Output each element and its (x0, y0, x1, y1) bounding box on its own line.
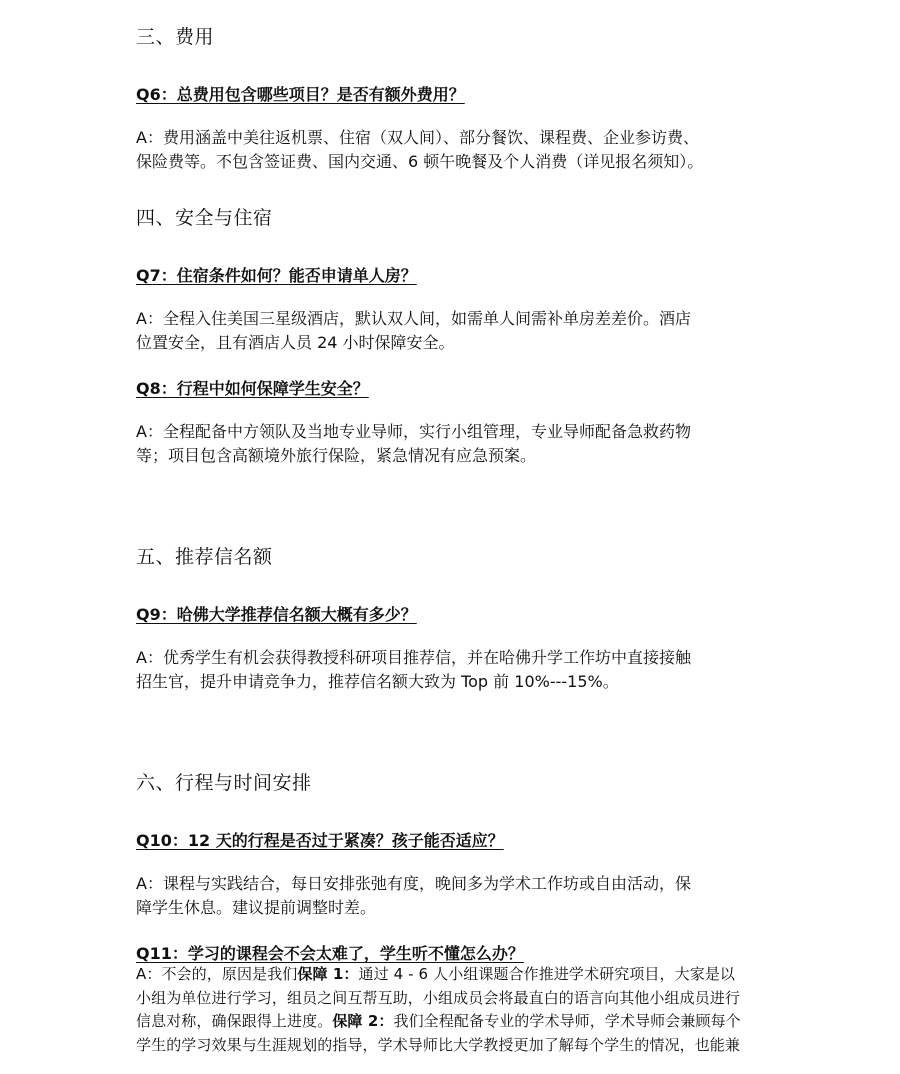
answer-q7 (136, 307, 772, 355)
answer-q11-line-3-rest: 我们全程配备专业的学术导师，学术导师会兼顾每个 (393, 1012, 741, 1030)
section-heading-safety: 四、安全与住宿 (136, 207, 273, 229)
answer-q11-line-4: 学生的学习效果与生涯规划的指导，学术导师比大学教授更加了解每个学生的情况，也能兼 (136, 1035, 741, 1054)
answer-q11-line-3 (136, 1010, 772, 1034)
answer-q10-line-2: 障学生休息。建议提前调整时差。 (136, 898, 377, 917)
answer-q10 (136, 872, 772, 920)
guarantee-1-label: 保障 1： (297, 965, 359, 983)
section-heading-schedule: 六、行程与时间安排 (136, 772, 312, 794)
section-heading-recommendation: 五、推荐信名额 (136, 546, 273, 568)
answer-q11-line-1 (136, 963, 772, 987)
answer-q8-line-2: 等；项目包含高额境外旅行保险，紧急情况有应急预案。 (136, 446, 537, 465)
answer-q11-line-2: 小组为单位进行学习，组员之间互帮互助，小组成员会将最直白的语言向其他小组成员进行 (136, 988, 741, 1007)
question-q7: Q7：住宿条件如何？能否申请单人房？ (136, 266, 417, 285)
guarantee-2-label: 保障 2： (332, 1012, 394, 1030)
answer-q9-line-2: 招生官，提升申请竞争力，推荐信名额大致为 Top 前 10%---15%。 (136, 672, 619, 691)
question-q6: Q6：总费用包含哪些项目？是否有额外费用？ (136, 85, 465, 104)
answer-q8-line-1: A：全程配备中方领队及当地专业导师，实行小组管理，专业导师配备急救药物 (136, 422, 691, 441)
answer-q11-line-1-intro: A：不会的，原因是我们 (136, 965, 298, 983)
question-q11: Q11：学习的课程会不会太难了，学生听不懂怎么办？ (136, 944, 524, 963)
answer-q6 (136, 126, 772, 174)
answer-q9 (136, 646, 772, 694)
answer-q7-line-1: A：全程入住美国三星级酒店，默认双人间，如需单人间需补单房差差价。酒店 (136, 309, 691, 328)
section-heading-fees: 三、费用 (136, 26, 215, 48)
answer-q7-line-2: 位置安全，且有酒店人员 24 小时保障安全。 (136, 333, 455, 352)
answer-q9-line-1: A：优秀学生有机会获得教授科研项目推荐信，并在哈佛升学工作坊中直接接触 (136, 648, 691, 667)
answer-q6-line-1: A：费用涵盖中美往返机票、住宿（双人间）、部分餐饮、课程费、企业参访费、 (136, 128, 699, 147)
answer-q11-line-1-rest: 通过 4 - 6 人小组课题合作推进学术研究项目，大家是以 (358, 965, 736, 983)
question-q10: Q10：12 天的行程是否过于紧凑？孩子能否适应？ (136, 831, 504, 850)
answer-q6-line-2: 保险费等。不包含签证费、国内交通、6 顿午晚餐及个人消费（详见报名须知）。 (136, 152, 704, 171)
answer-q11-line-3-intro: 信息对称，确保跟得上进度。 (136, 1012, 333, 1030)
question-q8: Q8：行程中如何保障学生安全？ (136, 379, 369, 398)
answer-q11 (136, 963, 772, 1057)
answer-q8 (136, 420, 772, 468)
question-q9: Q9：哈佛大学推荐信名额大概有多少？ (136, 605, 417, 624)
answer-q10-line-1: A：课程与实践结合，每日安排张弛有度，晚间多为学术工作坊或自由活动，保 (136, 874, 691, 893)
